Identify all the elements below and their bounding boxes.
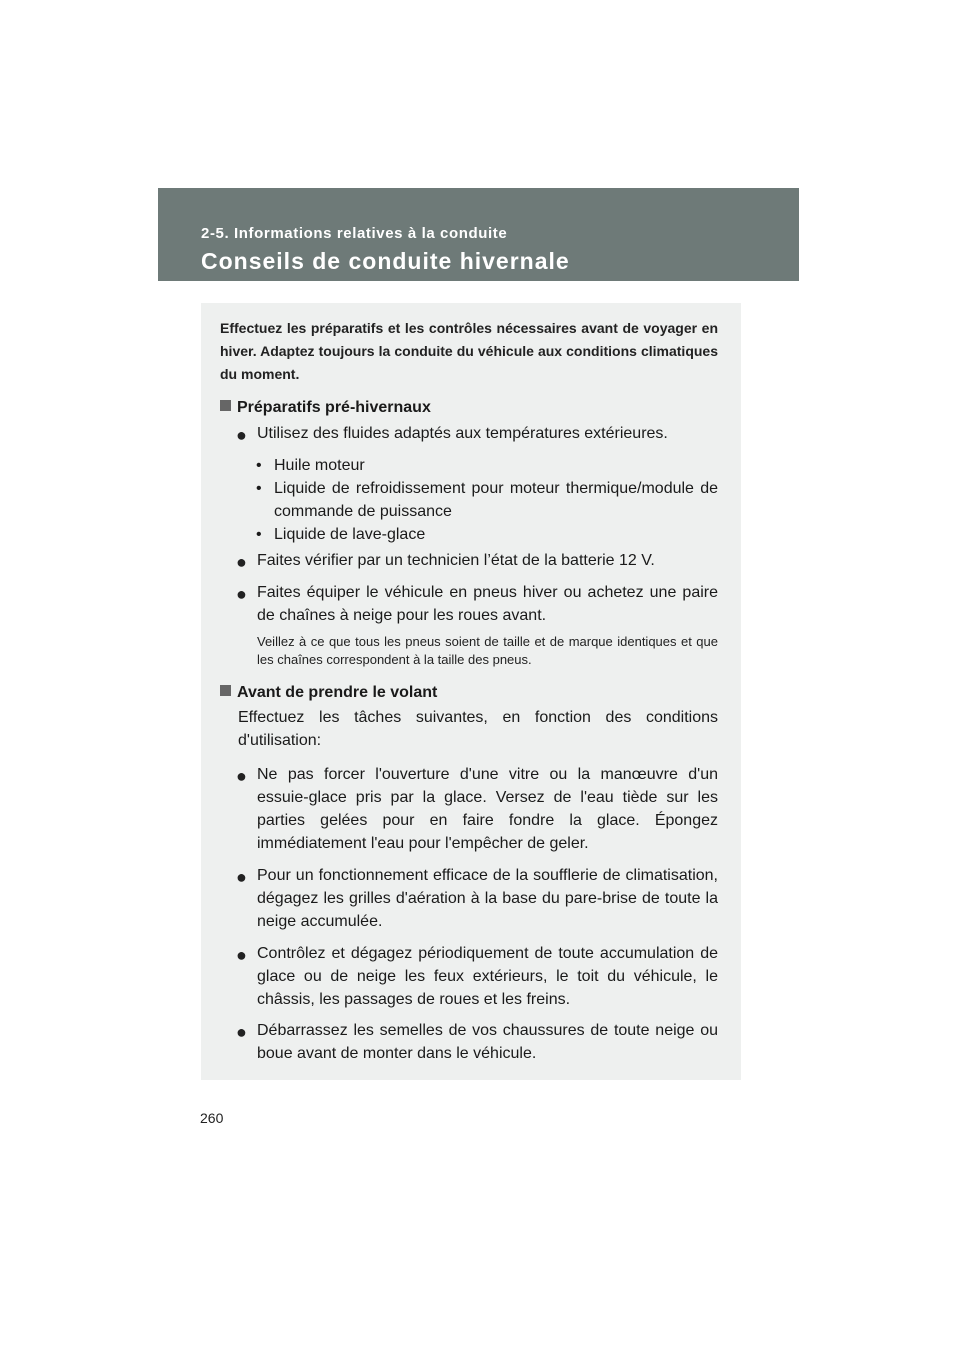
list-item bbox=[236, 581, 718, 627]
square-bullet-icon bbox=[220, 400, 231, 411]
round-bullet-icon: ● bbox=[236, 1022, 247, 1042]
fluid-item-text: Liquide de lave-glace bbox=[274, 526, 426, 543]
fluid-item bbox=[256, 477, 718, 523]
page-title: Conseils de conduite hivernale bbox=[201, 248, 570, 274]
round-bullet-icon: ● bbox=[236, 425, 247, 445]
round-bullet-icon: ● bbox=[236, 552, 247, 572]
list-item-text: Contrôlez et dégagez périodiquement de toute accumulation de glace ou de neige les feux extérieurs, le toit du véhicule, le châssis, les passages de roues et les freins. bbox=[257, 945, 718, 1008]
heading-avant-volant bbox=[220, 682, 437, 704]
list-item-text: Débarrassez les semelles de vos chaussures de toute neige ou boue avant de monter dans le véhicule. bbox=[257, 1022, 718, 1062]
fluid-item bbox=[256, 523, 718, 546]
square-bullet-icon bbox=[220, 685, 231, 696]
intro-paragraph: Effectuez les préparatifs et les contrôles nécessaires avant de voyager en hiver. Adaptez toujours la conduite du véhicule aux conditions climatiques du moment. bbox=[220, 320, 718, 382]
fluid-item bbox=[256, 454, 718, 477]
heading-avant-volant-label: Avant de prendre le volant bbox=[237, 684, 438, 701]
list-item bbox=[236, 942, 718, 1011]
list-item-text: Pour un fonctionnement efficace de la soufflerie de climatisation, dégagez les grilles d'aération à la base du pare-brise de toute la neige accumulée. bbox=[257, 867, 718, 930]
section-header bbox=[158, 188, 799, 281]
dot-bullet-icon: • bbox=[256, 480, 262, 497]
list-item bbox=[236, 1019, 718, 1065]
list-item bbox=[236, 864, 718, 933]
round-bullet-icon: ● bbox=[236, 867, 247, 887]
round-bullet-icon: ● bbox=[236, 945, 247, 965]
list-item-text: Utilisez des fluides adaptés aux températures extérieures. bbox=[257, 425, 668, 442]
round-bullet-icon: ● bbox=[236, 766, 247, 786]
list-item bbox=[236, 763, 718, 855]
conditions-paragraph: Effectuez les tâches suivantes, en fonction des conditions d'utilisation: bbox=[238, 709, 718, 749]
fluid-item-text: Huile moteur bbox=[274, 457, 365, 474]
list-item-text: Ne pas forcer l'ouverture d'une vitre ou la manœuvre d'un essuie-glace pris par la glace. Versez de l'eau tiède sur les parties gelées pour en faire fondre la glace. Épongez immédiatement l'eau pour l'empêcher de geler. bbox=[257, 766, 718, 852]
page-number: 260 bbox=[200, 1110, 224, 1126]
section-label: 2-5. Informations relatives à la conduite bbox=[201, 225, 508, 242]
list-item-text: Faites équiper le véhicule en pneus hiver ou achetez une paire de chaînes à neige pour les roues avant. bbox=[257, 584, 718, 624]
list-item-text: Faites vérifier par un technicien l’état de la batterie 12 V. bbox=[257, 552, 655, 569]
round-bullet-icon: ● bbox=[236, 584, 247, 604]
list-item bbox=[236, 422, 718, 445]
heading-preparatifs bbox=[220, 397, 431, 419]
fluid-item-text: Liquide de refroidissement pour moteur thermique/module de commande de puissance bbox=[274, 480, 718, 520]
tire-note: Veillez à ce que tous les pneus soient de taille et de marque identiques et que les chaînes correspondent à la taille des pneus. bbox=[257, 634, 718, 667]
dot-bullet-icon: • bbox=[256, 526, 262, 543]
content-box bbox=[201, 303, 741, 1080]
dot-bullet-icon: • bbox=[256, 457, 262, 474]
list-item bbox=[236, 549, 718, 572]
heading-preparatifs-label: Préparatifs pré-hivernaux bbox=[237, 399, 431, 416]
